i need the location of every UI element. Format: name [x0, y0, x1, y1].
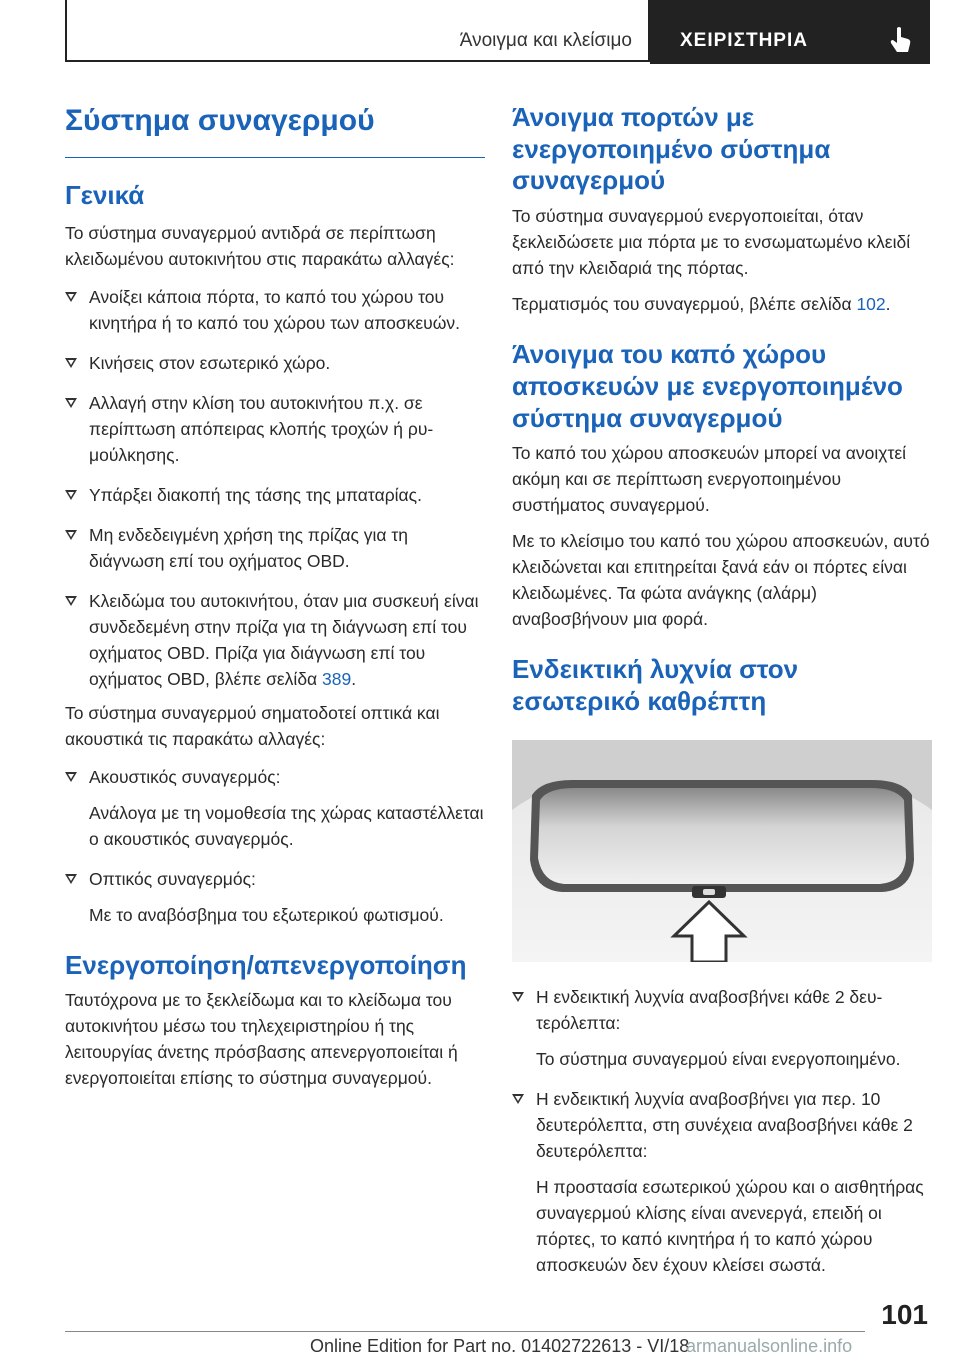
change-list — [65, 284, 485, 692]
indicator-label: Η ενδεικτική λυχνία αναβοσβήνει για περ. 10 δευτερόλεπτα, στη συνέχεια αναβοσβήνει κάθε 2 δευτερόλεπτα: — [536, 1088, 913, 1161]
bullet-triangle-icon — [65, 292, 77, 302]
list-item — [512, 984, 932, 1072]
general-heading: Γενικά — [65, 180, 145, 210]
bullet-triangle-icon — [65, 772, 77, 782]
bullet-triangle-icon — [512, 1094, 524, 1104]
chapter-tab — [650, 0, 930, 64]
list-item: Κλειδώμα του αυτοκινήτου, όταν μια συσκευή είναι συνδεδεμένη στην πρίζα για τη διάγνωση επί του οχήματος OBD. Πρίζα για διάγνωση επί του οχήματος OBD, βλέπε σελίδα 389. — [65, 588, 485, 692]
indicator-list — [512, 984, 932, 1278]
bullet-triangle-icon — [65, 398, 77, 408]
indicator-detail: Το σύστημα συναγερμού είναι ενεργοποιημένο. — [536, 1048, 901, 1069]
trunk-text-2: Με το κλείσιμο του καπό του χώρου αποσκευών, αυτό κλειδώνεται και επιτηρείται ξανά εάν οι πόρτες είναι κλειδωμένες. Τα φώτα ανάγκης (αλάρμ) αναβοσβήνουν μια φορά. — [512, 531, 930, 630]
list-item: Υπάρξει διακοπή της τάσης της μπαταρίας. — [65, 482, 485, 508]
trunk-text-1: Το καπό του χώρου αποσκευών μπορεί να ανοιχτεί ακόμη και σε περίπτωση ενεργοποιημένου συστήματος συναγερμού. — [512, 443, 907, 516]
trunk-heading: Άνοιγμα του καπό χώρου αποσκευών με ενεργοποιημένο σύστημα συναγερμού — [512, 339, 903, 433]
footer-divider — [65, 1331, 865, 1332]
page-link-389[interactable]: 389 — [322, 668, 352, 689]
list-item: Αλλαγή στην κλίση του αυτοκινήτου π.χ. σε περίπτωση απόπειρας κλοπής τροχών ή ρυμούλκησης. — [65, 390, 485, 468]
bullet-triangle-icon — [65, 358, 77, 368]
list-item: Ανοίξει κάποια πόρτα, το καπό του χώρου του κινητήρα ή το καπό του χώρου των αποσκευών. — [65, 284, 485, 336]
mirror-illustration — [512, 740, 932, 962]
doors-reference: Τερματισμός του συναγερμού, βλέπε σελίδα 102. — [512, 294, 891, 315]
left-column — [65, 95, 485, 1091]
page-header — [65, 0, 930, 64]
bullet-triangle-icon — [65, 490, 77, 500]
signals-intro: Το σύστημα συναγερμού σηματοδοτεί οπτικά και ακουστικά τις παρακάτω αλλαγές: — [65, 702, 440, 749]
list-item: Μη ενδεδειγμένη χρήση της πρίζας για τη διάγνωση επί του οχήματος OBD. — [65, 522, 485, 574]
signal-detail: Με το αναβόσβημα του εξωτερικού φωτισμού. — [89, 904, 444, 925]
page-title: Σύστημα συναγερμού — [65, 95, 485, 158]
bullet-triangle-icon — [65, 596, 77, 606]
doors-text: Το σύστημα συναγερμού ενεργοποιείται, όταν ξεκλειδώσετε μια πόρτα με το ενσωματωμένο κλειδί από την κλειδαριά της πόρτας. — [512, 206, 911, 279]
signals-list — [65, 764, 485, 928]
mirror-image — [512, 740, 932, 962]
bullet-triangle-icon — [512, 992, 524, 1002]
page-link-102[interactable]: 102 — [856, 294, 886, 315]
watermark: armanualsonline.info — [686, 1336, 853, 1356]
list-item — [65, 764, 485, 852]
list-item: Κινήσεις στον εσωτερικό χώρο. — [65, 350, 485, 376]
list-item — [512, 1086, 932, 1278]
hand-pointer-icon — [888, 26, 914, 54]
list-item — [65, 866, 485, 928]
signal-label: Οπτικός συναγερμός: — [89, 868, 256, 889]
right-column — [512, 102, 932, 1278]
indicator-detail: Η προστασία εσωτερικού χώρου και ο αισθητήρας συναγερμού κλίσης είναι ανενεργά, επειδή οι πόρτες, το καπό κινητήρα ή το καπό χώρου αποσκευών δεν έχουν κλείσει σωστά. — [536, 1176, 924, 1275]
signal-label: Ακουστικός συναγερμός: — [89, 766, 281, 787]
edition-note: Online Edition for Part no. 01402722613 - VI/18 — [310, 1336, 690, 1356]
signal-detail: Ανάλογα με τη νομοθεσία της χώρας καταστέλλεται ο ακουστικός συναγερμός. — [89, 802, 484, 849]
indicator-heading: Ενδεικτική λυχνία στον εσωτερικό καθρέπτη — [512, 654, 799, 717]
page-number: 101 — [881, 1299, 928, 1330]
section-tab — [65, 0, 650, 62]
activation-heading: Ενεργοποίηση/απενεργοποίηση — [65, 949, 467, 980]
activation-text: Ταυτόχρονα με το ξεκλείδωμα και το κλείδωμα του αυτοκινήτου μέσω του τηλεχειριστηρίου ή της λειτουργίας άνετης πρόσβασης απενεργοποιείται ή ενεργοποιείται επίσης το σύστημα συναγερμού. — [65, 990, 458, 1089]
indicator-label: Η ενδεικτική λυχνία αναβοσβήνει κάθε 2 δευτερόλεπτα: — [536, 986, 883, 1033]
general-intro: Το σύστημα συναγερμού αντιδρά σε περίπτωση κλειδωμένου αυτοκινήτου στις παρακάτω αλλαγές: — [65, 222, 455, 269]
chapter-title: ΧΕΙΡΙΣΤΗΡΙΑ — [680, 30, 808, 51]
doors-heading: Άνοιγμα πορτών με ενεργοποιημένο σύστημα συναγερμού — [512, 102, 831, 196]
bullet-triangle-icon — [65, 874, 77, 884]
section-title: Άνοιγμα και κλείσιμο — [459, 30, 632, 51]
bullet-triangle-icon — [65, 530, 77, 540]
